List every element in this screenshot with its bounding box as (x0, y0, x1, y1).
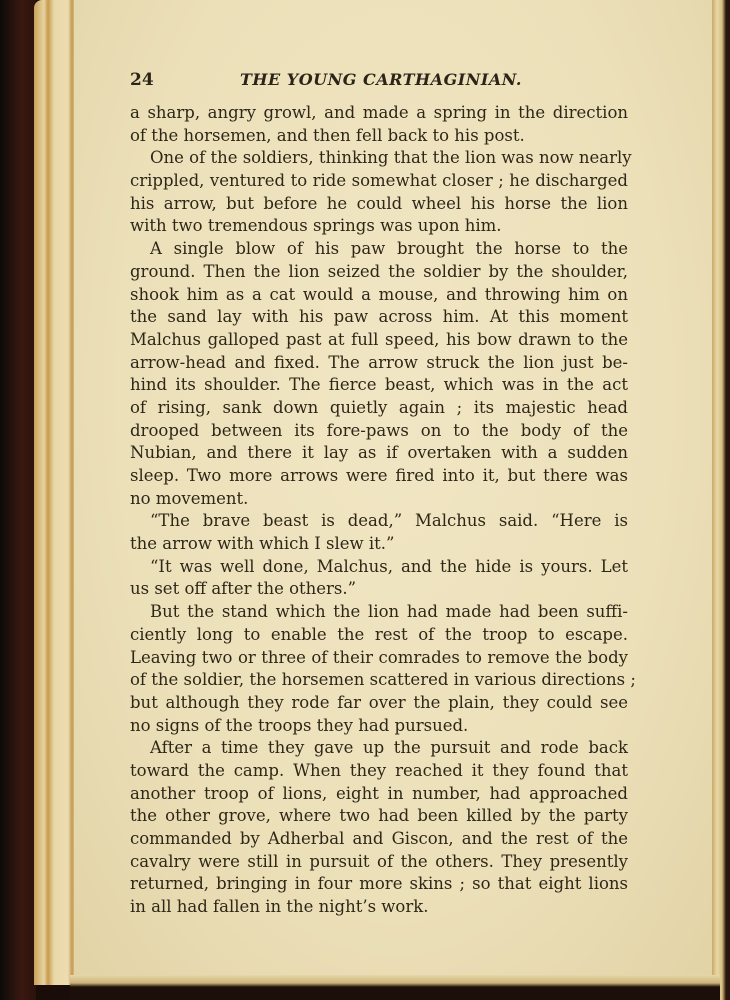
page-body-text (130, 102, 636, 919)
text-line: ciently long to enable the rest of the troop to escape. (130, 624, 628, 644)
text-line: but although they rode far over the plain, they could see (130, 692, 628, 712)
text-line: no movement. (130, 488, 249, 508)
text-line: crippled, ventured to ride somewhat closer ; he discharged (130, 171, 628, 191)
page-edge-right (712, 0, 730, 1000)
page-number: 24 (130, 70, 154, 90)
text-line: a sharp, angry growl, and made a spring in the direction (130, 103, 628, 122)
running-title: THE YOUNG CARTHAGINIAN. (240, 70, 522, 89)
text-line: with two tremendous springs was upon him. (130, 216, 502, 236)
book-spine (0, 0, 36, 1000)
text-line: shook him as a cat would a mouse, and throwing him on (130, 284, 628, 304)
text-line: After a time they gave up the pursuit and rode back (150, 738, 628, 758)
page-header (130, 70, 628, 92)
text-line: commanded by Adherbal and Giscon, and the rest of the (130, 829, 628, 848)
text-line: “The brave beast is dead,” Malchus said. “Here is (150, 511, 628, 531)
text-line: sleep. Two more arrows were fired into it, but there was (130, 466, 628, 485)
text-line: the arrow with which I slew it.” (130, 534, 395, 554)
text-line: One of the soldiers, thinking that the lion was now nearly (150, 148, 632, 168)
text-line: another troop of lions, eight in number, had approached (130, 783, 628, 803)
text-line: his arrow, but before he could wheel his horse the lion (130, 193, 628, 213)
text-line: the other grove, where two had been killed by the party (130, 806, 628, 826)
text-line: arrow-head and fixed. The arrow struck the lion just be- (130, 352, 628, 372)
text-line: Leaving two or three of their comrades to remove the body (130, 647, 628, 667)
text-line: cavalry were still in pursuit of the others. They presently (130, 851, 628, 871)
text-line: of the horsemen, and then fell back to his post. (130, 125, 525, 145)
text-line: the sand lay with his paw across him. At this moment (130, 307, 628, 327)
text-line: toward the camp. When they reached it they found that (130, 760, 628, 780)
text-line: of the soldier, the horsemen scattered in various directions ; (130, 670, 636, 690)
text-line: hind its shoulder. The fierce beast, which was in the act (130, 375, 628, 395)
text-line: ground. Then the lion seized the soldier by the shoulder, (130, 261, 628, 281)
text-line: A single blow of his paw brought the horse to the (150, 239, 628, 259)
text-line: Nubian, and there it lay as if overtaken with a sudden (130, 443, 628, 463)
text-line: But the stand which the lion had made had been suffi- (150, 602, 628, 622)
text-line: “It was well done, Malchus, and the hide is yours. Let (150, 556, 628, 576)
text-line: Malchus galloped past at full speed, his bow drawn to the (130, 329, 628, 349)
text-line: returned, bringing in four more skins ; so that eight lions (130, 874, 628, 894)
text-line: of rising, sank down quietly again ; its majestic head (130, 397, 628, 417)
text-line: us set off after the others.” (130, 579, 357, 599)
text-line: no signs of the troops they had pursued. (130, 715, 469, 735)
text-line: drooped between its fore-paws on to the body of the (130, 420, 628, 440)
text-line: in all had fallen in the night’s work. (130, 897, 429, 917)
page-edge-bottom (70, 975, 720, 1000)
page-edges-left (34, 0, 76, 985)
